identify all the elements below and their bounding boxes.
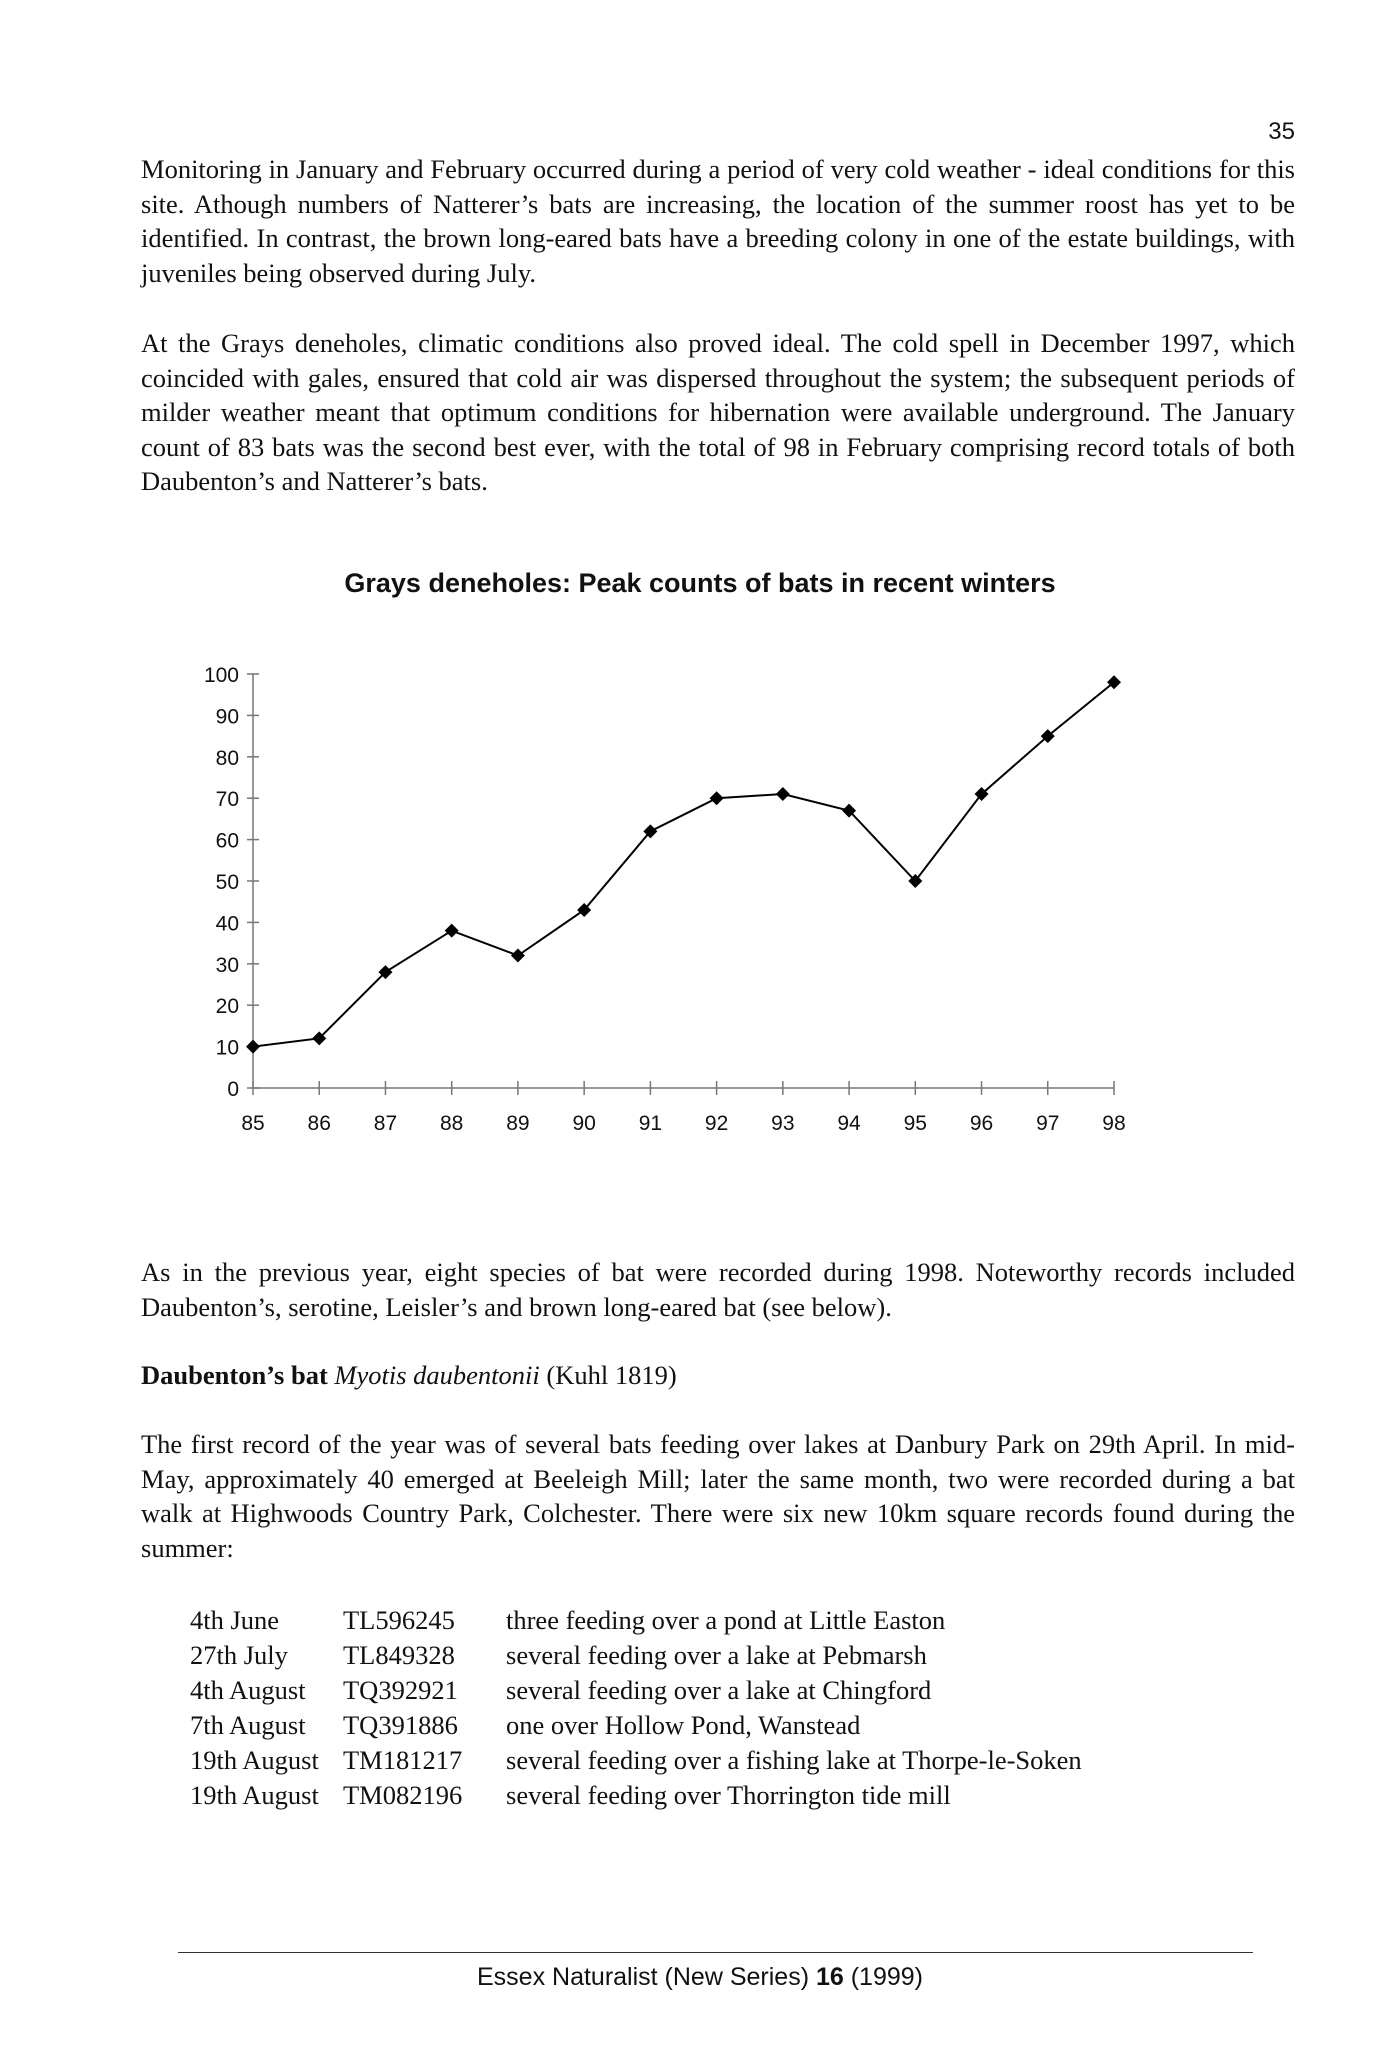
y-tick-label: 10 [215,1036,239,1060]
record-row [190,1638,1082,1673]
record-date: 19th August [190,1780,319,1810]
footer-volume: 16 [815,1963,844,1991]
x-tick-label: 90 [572,1112,596,1135]
data-point-marker [445,924,459,938]
page-number: 35 [1268,118,1295,145]
chart-title: Grays deneholes: Peak counts of bats in recent winters [344,568,1056,598]
x-tick-label: 87 [373,1112,398,1135]
species-common-name: Daubenton’s bat [141,1360,328,1390]
species-heading [141,1360,677,1391]
x-tick-label: 94 [837,1112,861,1135]
record-grid-ref: TQ391886 [343,1710,458,1740]
data-point-marker [776,787,790,801]
y-tick-label: 90 [215,705,239,729]
record-row [190,1673,1082,1708]
y-tick-label: 30 [215,953,239,977]
x-tick-label: 89 [506,1112,530,1135]
record-grid-ref: TM082196 [343,1780,463,1810]
record-row [190,1778,1082,1813]
x-tick-label: 98 [1102,1112,1126,1135]
record-date: 4th August [190,1675,306,1705]
y-tick-label: 20 [215,995,239,1019]
record-date: 19th August [190,1745,319,1775]
species-scientific-name: Myotis daubentonii [334,1360,540,1390]
y-tick-label: 80 [215,746,239,770]
paragraph-daubenton-records: The first record of the year was of several bats feeding over lakes at Danbury Park on 29th April. In mid-May, approximately 40 emerged at Beeleigh Mill; later the same month, two were recorded during a bat walk at Highwoods Country Park, Colchester. There were six new 10km square records found during the summer: [141,1429,1295,1563]
x-tick-label: 96 [969,1112,994,1135]
y-tick-label: 100 [203,664,239,687]
x-tick-label: 93 [771,1112,795,1135]
record-grid-ref: TM181217 [343,1745,463,1775]
footer-rule [178,1952,1253,1953]
record-row [190,1603,1082,1638]
y-tick-label: 40 [215,912,239,936]
paragraph-species-summary: As in the previous year, eight species of bat were recorded during 1998. Noteworthy records included Daubenton’s, serotine, Leisler’s and brown long-eared bat (see below). [141,1257,1295,1322]
record-note: one over Hollow Pond, Wanstead [506,1710,861,1740]
bat-counts-line-chart [0,640,1400,1180]
record-note: several feeding over a lake at Pebmarsh [506,1640,927,1670]
x-tick-label: 86 [307,1112,331,1135]
series-line [253,682,1114,1046]
x-tick-label: 85 [241,1112,265,1135]
record-note: several feeding over a fishing lake at Thorpe-le-Soken [506,1745,1082,1775]
record-note: three feeding over a pond at Little Easton [506,1605,946,1635]
x-tick-label: 97 [1036,1112,1060,1135]
record-note: several feeding over Thorrington tide mill [506,1780,951,1810]
record-grid-ref: TQ392921 [343,1675,458,1705]
footer-journal: Essex Naturalist (New Series) [476,1963,810,1991]
x-tick-label: 88 [440,1112,464,1135]
data-point-marker [710,791,724,805]
x-tick-label: 95 [903,1112,927,1135]
y-tick-label: 50 [215,871,239,894]
record-grid-ref: TL596245 [343,1605,455,1635]
x-tick-label: 92 [704,1112,729,1135]
y-tick-label: 0 [227,1078,239,1101]
y-tick-label: 70 [215,788,239,812]
y-tick-label: 60 [215,829,239,853]
record-date: 27th July [190,1640,288,1670]
data-point-marker [246,1040,260,1054]
record-row [190,1708,1082,1743]
species-authority: (Kuhl 1819) [546,1360,677,1390]
footer [0,1963,1400,1992]
paragraph-monitoring: Monitoring in January and February occurred during a period of very cold weather - ideal conditions for this site. Athough numbers of Natterer’s bats are increasing, the location of the summer roost has yet to be identified. In contrast, the brown long-eared bats have a breeding colony in one of the estate buildings, with juveniles being observed during July. [141,154,1295,288]
record-date: 4th June [190,1605,280,1635]
x-tick-label: 91 [638,1112,663,1135]
record-grid-ref: TL849328 [343,1640,455,1670]
footer-year: (1999) [850,1963,923,1991]
records-table [190,1603,1082,1813]
data-point-marker [511,949,525,963]
record-note: several feeding over a lake at Chingford [506,1675,932,1705]
record-row [190,1743,1082,1778]
paragraph-grays-deneholes: At the Grays deneholes, climatic conditions also proved ideal. The cold spell in December 1997, which coincided with gales, ensured that cold air was dispersed throughout the system; the subsequent periods of milder weather meant that optimum conditions for hibernation were available underground. The January count of 83 bats was the second best ever, with the total of 98 in February comprising record totals of both Daubenton’s and Natterer’s bats. [141,328,1295,496]
record-date: 7th August [190,1710,306,1740]
